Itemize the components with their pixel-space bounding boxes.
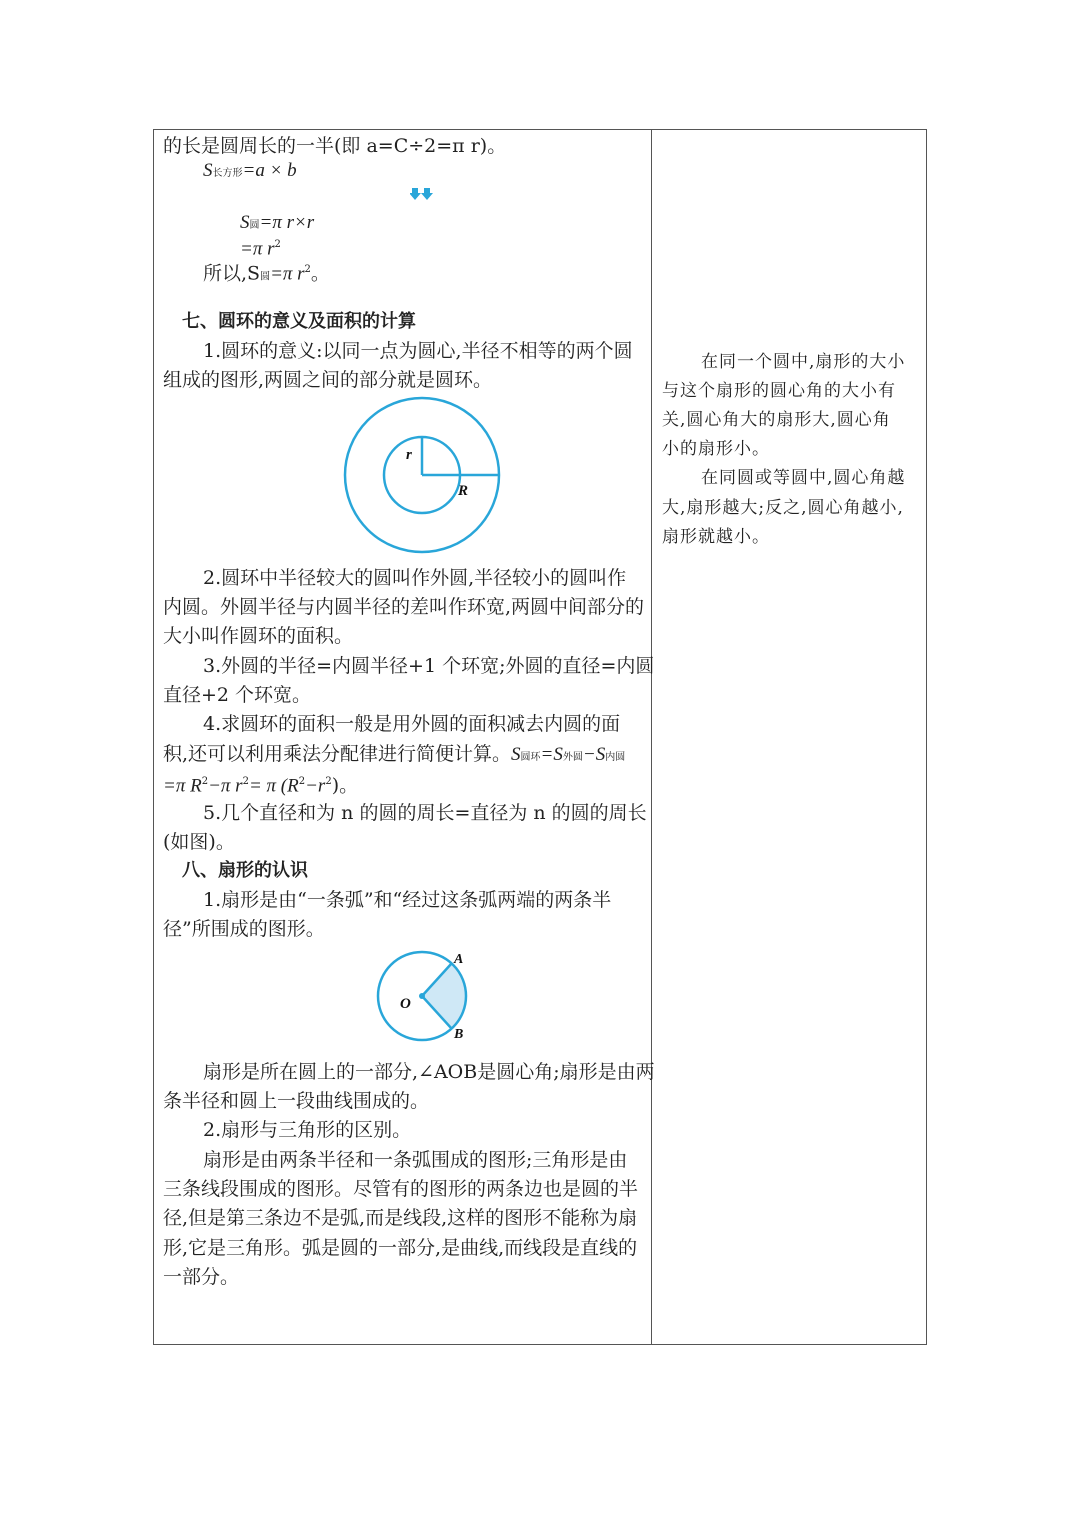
side-note-line-4: 小的扇形小。 (662, 439, 770, 459)
paragraph-8-3a: 扇形是由两条半径和一条弧围成的图形;三角形是由 (203, 1149, 628, 1171)
label-r: r (406, 447, 412, 463)
paragraph-8-2: 2.扇形与三角形的区别。 (203, 1119, 412, 1141)
formula-rect-area: S长方形=a × b (203, 160, 297, 181)
paragraph-7-3b: 直径+2 个环宽。 (163, 684, 312, 706)
label-B: B (454, 1027, 464, 1042)
paragraph-8-3e: 一部分。 (163, 1266, 240, 1288)
paragraph-8-s1a: 扇形是所在圆上的一部分,∠AOB是圆心角;扇形是由两 (203, 1061, 655, 1083)
side-note-line-3: 关,圆心角大的扇形大,圆心角 (662, 410, 891, 430)
paragraph-7-5a: 5.几个直径和为 n 的圆的周长=直径为 n 的圆的周长 (203, 802, 647, 824)
paragraph-8-1b: 径”所围成的图形。 (163, 918, 325, 940)
label-R: R (458, 483, 469, 499)
paragraph-7-2b: 内圆。外圆半径与内圆半径的差叫作环宽,两圆中间部分的 (163, 596, 645, 618)
side-note-line-1: 在同一个圆中,扇形的大小 (701, 352, 906, 372)
column-divider (651, 129, 652, 1345)
double-down-arrow-icon (410, 186, 434, 202)
formula-circle-area-2: =π $r^2$ (240, 238, 281, 260)
center-point (419, 993, 425, 999)
section-heading-7: 七、圆环的意义及面积的计算 (182, 311, 416, 332)
paragraph-7-4c: =π $R^2-\pi$ $r^2= \pi$ $(R^2-r^2)$。 (163, 774, 359, 797)
formula-conclusion: 所以,S圆=π $r^2$。 (203, 262, 330, 285)
paragraph-8-3b: 三条线段围成的图形。尽管有的图形的两条边也是圆的半 (163, 1178, 639, 1200)
sector-diagram (370, 948, 480, 1048)
label-O: O (400, 996, 411, 1012)
side-note-line-6: 大,扇形越大;反之,圆心角越小, (662, 498, 904, 518)
side-note-line-7: 扇形就越小。 (662, 527, 770, 547)
paragraph-8-3d: 形,它是三角形。弧是圆的一部分,是曲线,而线段是直线的 (163, 1237, 638, 1259)
paragraph-7-5b: (如图)。 (163, 831, 235, 853)
paragraph-7-2c: 大小叫作圆环的面积。 (163, 625, 354, 647)
paragraph-7-4b: 积,还可以利用乘法分配律进行简便计算。S圆环=S外圆−S内圆 (163, 743, 626, 765)
section-heading-8: 八、扇形的认识 (182, 860, 308, 881)
ring-diagram (340, 395, 505, 557)
paragraph-7-2a: 2.圆环中半径较大的圆叫作外圆,半径较小的圆叫作 (203, 567, 627, 589)
paragraph-7-4a: 4.求圆环的面积一般是用外圆的面积减去内圆的面 (203, 713, 621, 735)
formula-circle-area-1: S圆=π r×r (240, 212, 315, 233)
side-note-line-5: 在同圆或等圆中,圆心角越 (701, 468, 906, 488)
paragraph-7-1b: 组成的图形,两圆之间的部分就是圆环。 (163, 369, 493, 391)
paragraph-7-3a: 3.外圆的半径=内圆半径+1 个环宽;外圆的直径=内圆 (203, 655, 655, 677)
text-line-1: 的长是圆周长的一半(即 a=C÷2=π r)。 (163, 135, 507, 157)
paragraph-7-1a: 1.圆环的意义:以同一点为圆心,半径不相等的两个圆 (203, 340, 633, 362)
paragraph-8-3c: 径,但是第三条边不是弧,而是线段,这样的图形不能称为扇 (163, 1207, 638, 1229)
side-note-line-2: 与这个扇形的圆心角的大小有 (662, 381, 896, 401)
paragraph-8-s1b: 条半径和圆上一段曲线围成的。 (163, 1090, 430, 1112)
label-A: A (454, 952, 464, 967)
paragraph-8-1a: 1.扇形是由“一条弧”和“经过这条弧两端的两条半 (203, 889, 612, 911)
